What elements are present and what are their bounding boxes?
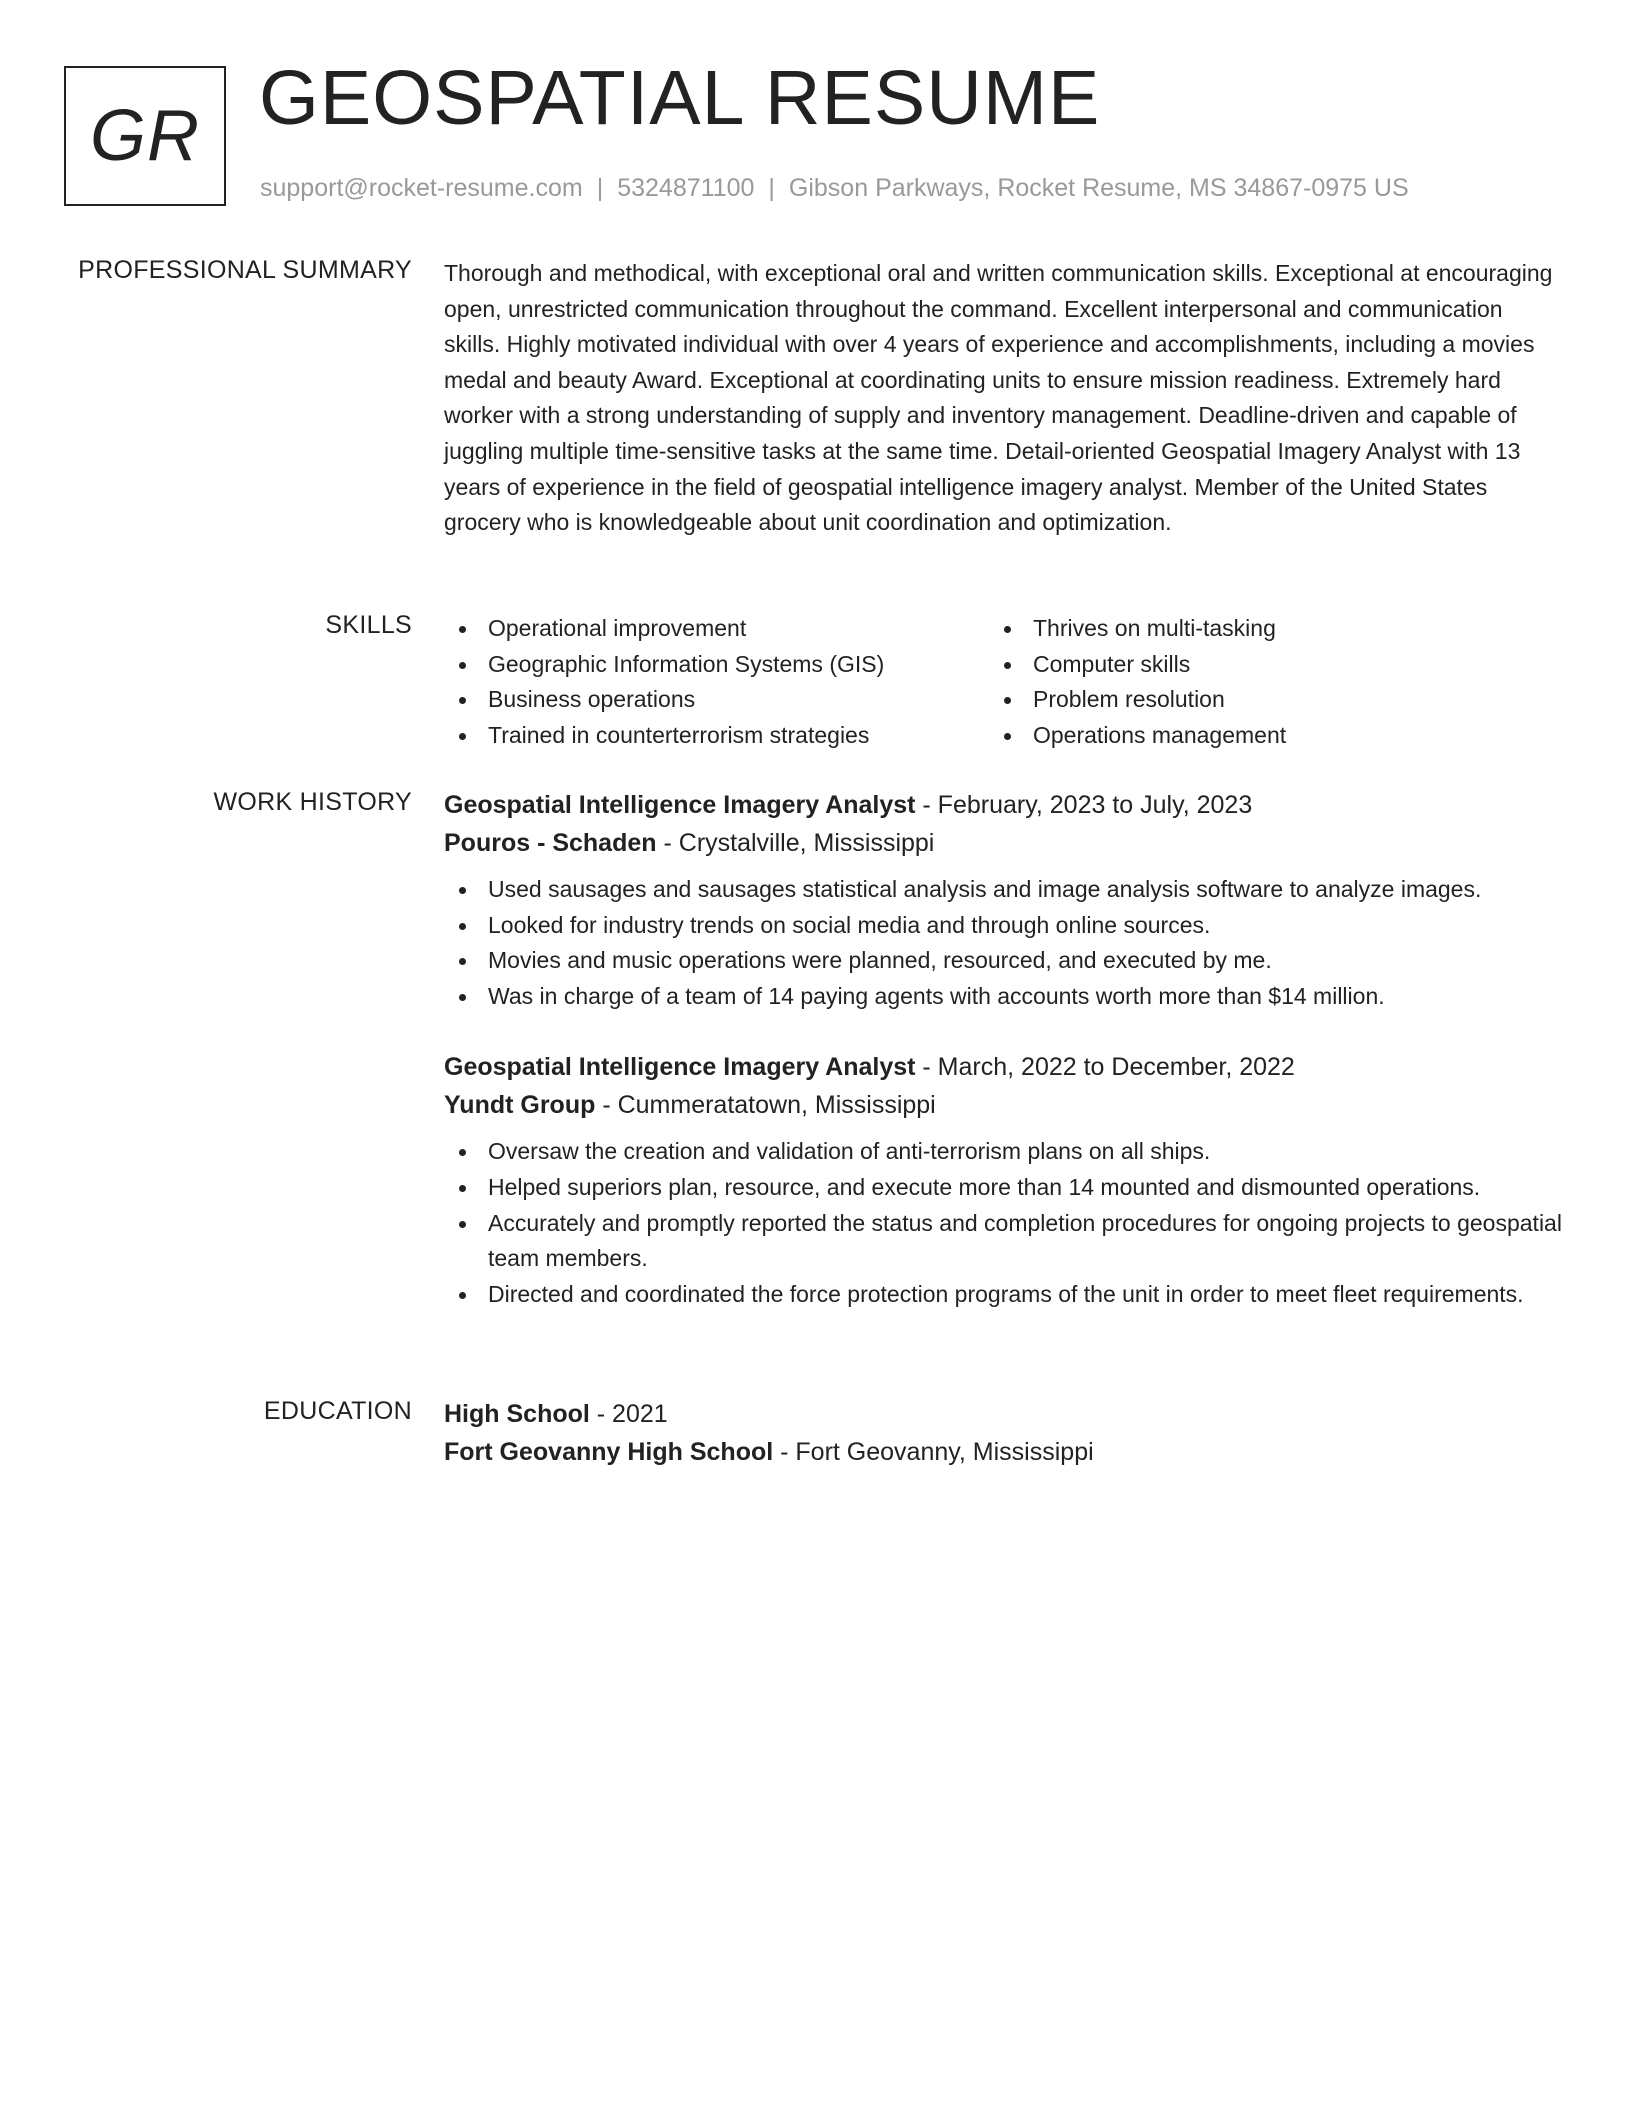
job-company: Pouros - Schaden	[444, 829, 657, 857]
resume-name: GEOSPATIAL RESUME	[259, 55, 1101, 141]
summary-text: Thorough and methodical, with exceptional oral and written communication skills. Exceptional at encouraging open, unrestricted communication throughout the command. Excellent interpersonal and communication skills. Highly motivated individual with over 4 years of experience and accomplishments, including a movies medal and beauty Award. Exceptional at coordinating units to ensure mission readiness. Extremely hard worker with a strong understanding of supply and inventory management. Deadline-driven and capable of juggling multiple time-sensitive tasks at the same time. Detail-oriented Geospatial Imagery Analyst with 13 years of experience in the field of geospatial intelligence imagery analyst. Member of the United States grocery who is knowledgeable about unit coordination and optimization.	[444, 260, 1553, 536]
skill-item: Geographic Information Systems (GIS)	[444, 647, 989, 683]
skill-item: Problem resolution	[989, 682, 1534, 718]
skills-grid	[444, 611, 1564, 753]
job-location: - Crystalville, Mississippi	[656, 829, 935, 857]
skill-item: Thrives on multi-tasking	[989, 611, 1534, 647]
contact-separator: |	[768, 174, 775, 202]
education-school-line	[444, 1433, 1564, 1471]
summary-heading: PROFESSIONAL SUMMARY	[78, 256, 412, 284]
contact-address: Gibson Parkways, Rocket Resume, MS 34867-0975 US	[788, 174, 1409, 202]
job-bullet: Oversaw the creation and validation of anti-terrorism plans on all ships.	[444, 1134, 1564, 1170]
job-bullets	[444, 1134, 1564, 1312]
monogram-initials: GR	[90, 96, 200, 176]
summary-body	[444, 256, 1564, 541]
education-location: - Fort Geovanny, Mississippi	[773, 1438, 1094, 1466]
job-title-line	[444, 786, 1564, 824]
job-dates: - March, 2022 to December, 2022	[915, 1053, 1295, 1082]
education-degree: High School	[444, 1400, 590, 1428]
skill-item: Computer skills	[989, 647, 1534, 683]
job-dates: - February, 2023 to July, 2023	[915, 791, 1253, 819]
skills-column-right	[989, 611, 1534, 753]
work-history-heading: WORK HISTORY	[213, 788, 412, 816]
job-bullet: Directed and coordinated the force protection programs of the unit in order to meet fleet requirements.	[444, 1277, 1564, 1313]
job-bullet: Was in charge of a team of 14 paying agents with accounts worth more than $14 million.	[444, 979, 1564, 1015]
education-school: Fort Geovanny High School	[444, 1438, 774, 1466]
job-bullet: Helped superiors plan, resource, and execute more than 14 mounted and dismounted operations.	[444, 1170, 1564, 1206]
job-company-line	[444, 824, 1564, 862]
job-company: Yundt Group	[444, 1091, 596, 1120]
skills-column-left	[444, 611, 989, 753]
job-entry	[444, 786, 1564, 1014]
job-location: - Cummeratatown, Mississippi	[595, 1091, 936, 1120]
education-degree-line	[444, 1395, 1564, 1433]
job-bullets	[444, 872, 1564, 1014]
job-bullet: Accurately and promptly reported the status and completion procedures for ongoing projects to geospatial team members.	[444, 1206, 1564, 1277]
education-heading: EDUCATION	[263, 1397, 412, 1425]
education-year: - 2021	[589, 1400, 668, 1428]
contact-line	[260, 174, 1409, 203]
education-body	[444, 1395, 1564, 1471]
job-bullet: Used sausages and sausages statistical analysis and image analysis software to analyze images.	[444, 872, 1564, 908]
work-history-body	[444, 786, 1564, 1346]
skill-item: Business operations	[444, 682, 989, 718]
skill-item: Trained in counterterrorism strategies	[444, 718, 989, 754]
skill-item: Operational improvement	[444, 611, 989, 647]
job-bullet: Looked for industry trends on social media and through online sources.	[444, 908, 1564, 944]
skills-body	[444, 611, 1564, 753]
contact-phone: 5324871100	[617, 174, 755, 202]
contact-email: support@rocket-resume.com	[260, 174, 583, 202]
contact-separator: |	[596, 174, 604, 202]
job-bullet: Movies and music operations were planned, resourced, and executed by me.	[444, 943, 1564, 979]
monogram-box	[64, 66, 226, 206]
job-title: Geospatial Intelligence Imagery Analyst	[444, 791, 916, 819]
job-title-line	[444, 1048, 1564, 1086]
skill-item: Operations management	[989, 718, 1534, 754]
skills-heading: SKILLS	[325, 611, 412, 639]
job-title: Geospatial Intelligence Imagery Analyst	[444, 1053, 916, 1082]
job-entry	[444, 1048, 1564, 1312]
job-company-line	[444, 1086, 1564, 1124]
